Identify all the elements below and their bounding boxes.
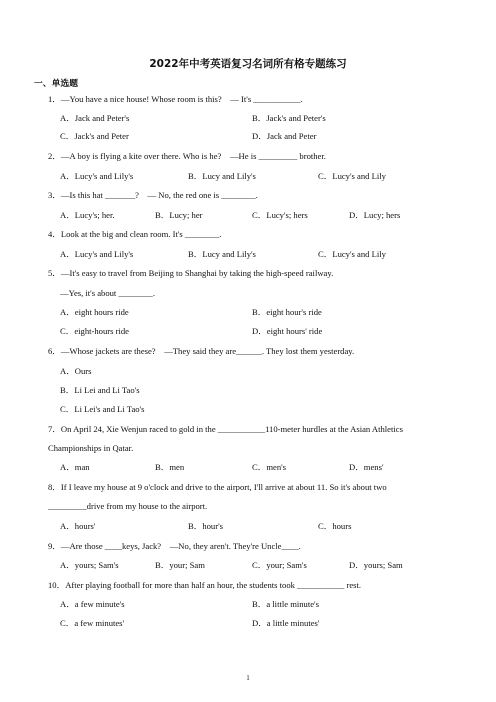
q1-option-a[interactable]: A．Jack and Peter's: [60, 113, 130, 123]
q8-option-c[interactable]: C．hours: [318, 521, 352, 531]
question-5-stem: 5．—It's easy to travel from Beijing to Shanghai by taking the high-speed railway.: [48, 268, 334, 278]
q4-option-a[interactable]: A．Lucy's and Lily's: [60, 249, 134, 259]
question-1-stem: 1．—You have a nice house! Whose room is this? — It's ___________.: [48, 94, 303, 104]
q1-option-d[interactable]: D．Jack and Peter: [252, 131, 317, 141]
q6-option-a[interactable]: A．Ours: [60, 366, 92, 376]
q10-option-a[interactable]: A．a few minute's: [60, 599, 125, 609]
q7-option-a[interactable]: A．man: [60, 462, 90, 472]
section-heading: 一、单选题: [34, 79, 78, 89]
q2-option-a[interactable]: A．Lucy's and Lily's: [60, 171, 134, 181]
q2-option-c[interactable]: C．Lucy's and Lily: [318, 171, 386, 181]
q7-option-d[interactable]: D．mens': [349, 462, 384, 472]
q6-option-b[interactable]: B．Li Lei and Li Tao's: [60, 385, 140, 395]
q6-option-c[interactable]: C．Li Lei's and Li Tao's: [60, 404, 145, 414]
q9-option-b[interactable]: B．your; Sam: [155, 560, 205, 570]
q3-option-c[interactable]: C．Lucy's; hers: [252, 210, 308, 220]
q1-option-c[interactable]: C．Jack's and Peter: [60, 131, 129, 141]
question-3-stem: 3．—Is this hat _______? — No, the red one is ________.: [48, 190, 258, 200]
q10-option-d[interactable]: D．a little minutes': [252, 618, 320, 628]
q9-option-a[interactable]: A．yours; Sam's: [60, 560, 119, 570]
question-2-stem: 2．—A boy is flying a kite over there. Who is he? —He is _________ brother.: [48, 151, 326, 161]
q9-option-d[interactable]: D．yours; Sam: [349, 560, 403, 570]
q5-option-b[interactable]: B．eight hour's ride: [252, 307, 322, 317]
q3-option-d[interactable]: D．Lucy; hers: [349, 210, 401, 220]
q3-option-a[interactable]: A．Lucy's; her.: [60, 210, 115, 220]
q7-option-c[interactable]: C．men's: [252, 462, 287, 472]
question-10-stem: 10．After playing football for more than half an hour, the students took ___________ rest.: [48, 580, 362, 590]
question-8-stem-continued: _________drive from my house to the airport.: [48, 501, 208, 511]
page-title: 2022年中考英语复习名词所有格专题练习: [149, 58, 347, 70]
q5-option-d[interactable]: D．eight hours' ride: [252, 326, 323, 336]
q5-option-a[interactable]: A．eight hours ride: [60, 307, 129, 317]
q5-option-c[interactable]: C．eight-hours ride: [60, 326, 129, 336]
question-7-stem: 7．On April 24, Xie Wenjun raced to gold in the ___________110-meter hurdles at the Asian Athletics: [48, 424, 403, 434]
q4-option-b[interactable]: B．Lucy and Lily's: [188, 249, 256, 259]
q2-option-b[interactable]: B．Lucy and Lily's: [188, 171, 256, 181]
q10-option-b[interactable]: B．a little minute's: [252, 599, 319, 609]
question-6-stem: 6．—Whose jackets are these? —They said they are______. They lost them yesterday.: [48, 346, 355, 356]
question-5-stem-continued: —Yes, it's about ________.: [60, 288, 155, 298]
question-8-stem: 8．If I leave my house at 9 o'clock and drive to the airport, I'll arrive at about 11. So it's about two: [48, 482, 387, 492]
q3-option-b[interactable]: B．Lucy; her: [155, 210, 203, 220]
q1-option-b[interactable]: B．Jack's and Peter's: [252, 113, 326, 123]
question-7-stem-continued: Championships in Qatar.: [48, 443, 134, 453]
q4-option-c[interactable]: C．Lucy's and Lily: [318, 249, 386, 259]
q7-option-b[interactable]: B．men: [155, 462, 185, 472]
q8-option-a[interactable]: A．hours': [60, 521, 96, 531]
q9-option-c[interactable]: C．your; Sam's: [252, 560, 307, 570]
question-9-stem: 9．—Are those ____keys, Jack? —No, they aren't. They're Uncle____.: [48, 541, 301, 551]
page-number: 1: [246, 674, 250, 682]
q8-option-b[interactable]: B．hour's: [188, 521, 223, 531]
q10-option-c[interactable]: C．a few minutes': [60, 618, 125, 628]
question-4-stem: 4．Look at the big and clean room. It's ________.: [48, 229, 222, 239]
